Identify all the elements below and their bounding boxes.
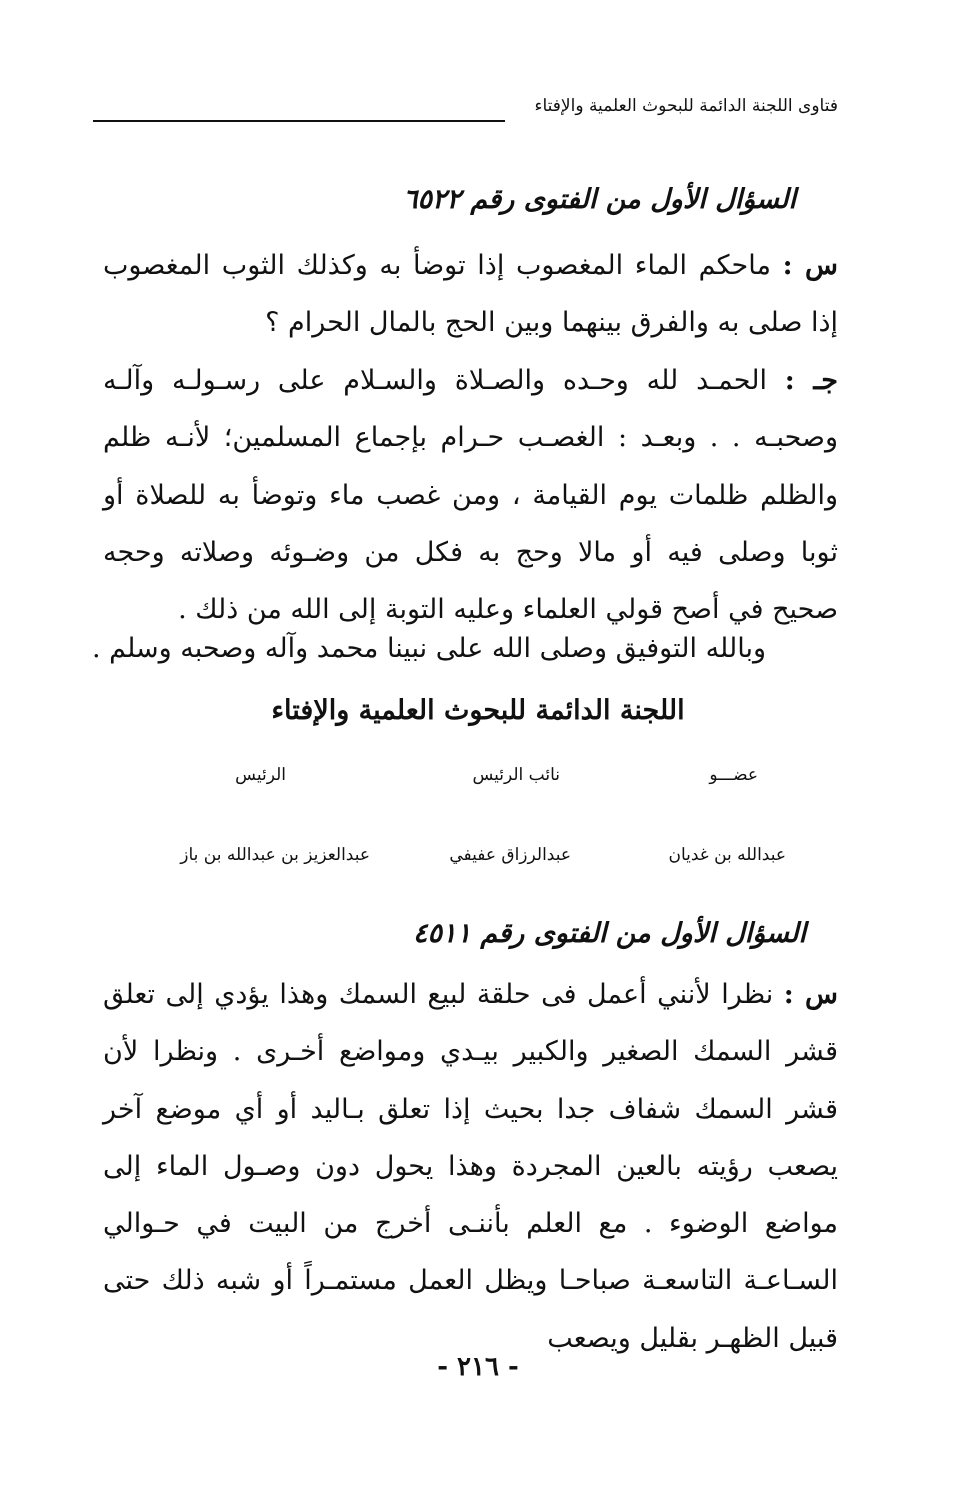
fatwa-2-heading: السؤال الأول من الفتوى رقم ٤٥١١	[413, 918, 806, 949]
page-number: - ٢١٦ -	[437, 1352, 519, 1382]
role-member: عضـــو	[709, 765, 758, 785]
question-label: س :	[783, 979, 839, 1010]
member-president: عبدالعزيز بن عبدالله بن باز	[180, 845, 370, 865]
answer-label: جـ :	[784, 365, 838, 396]
fatwa-1-heading: السؤال الأول من الفتوى رقم ٦٥٢٢	[403, 184, 796, 215]
question-text: نظرا لأنني أعمل فى حلقة لبيع السمك وهذا يؤدي إلى تعلق قشر السمك الصغير والكبير بيـدي ومواضع أخـرى . ونظرا لأن قشر السمك شفاف جدا بحيث إذا تعلق بـاليد أو أي موضع آخر يصعب رؤيته بالعين المجردة وهذا يحول دون وصـول الماء إلى مواضع الوضوء . مع العلم بأننـى أخرج من البيت في حـوالي السـاعـة التاسعـة صباحـا ويظل العمل مستمـراً أو شبه ذلك حتى قبيل الظهـر بقليل ويصعب	[103, 979, 838, 1354]
question-text: ماحكم الماء المغصوب إذا توضأ به وكذلك الثوب المغصوب إذا صلى به والفرق بينهما وبين الحج بالمال الحرام ؟	[103, 250, 838, 339]
role-vice-president: نائب الرئيس	[472, 765, 560, 785]
question-label: س :	[782, 250, 838, 281]
role-president: الرئيس	[235, 765, 286, 785]
fatwa-1-question	[103, 237, 838, 352]
fatwa-1-answer	[103, 352, 838, 638]
answer-text: الحمـد لله وحـده والصـلاة والسـلام على رسـولـه وآلـه وصحبـه . . وبعـد : الغصـب حـرام بإجماع المسلمين؛ لأنـه ظلم والظلم ظلمات يوم القيامة ، ومن غصب ماء وتوضأ به للصلاة أو ثوبا وصلى فيه أو مالا وحج به فكل من وضـوئه وصلاته وحجه صحيح في أصح قولي العلماء وعليه التوبة إلى الله من ذلك .	[103, 365, 838, 626]
closing-prayer: وبالله التوفيق وصلى الله على نبينا محمد وآله وصحبه وسلم .	[91, 633, 766, 664]
fatwa-2-question	[103, 966, 838, 1367]
member-member: عبدالله بن غديان	[668, 845, 786, 865]
committee-name: اللجنة الدائمة للبحوث العلمية والإفتاء	[271, 695, 685, 726]
header-rule	[93, 120, 505, 122]
member-vice-president: عبدالرزاق عفيفي	[449, 845, 571, 865]
running-header-title: فتاوى اللجنة الدائمة للبحوث العلمية والإفتاء	[534, 96, 838, 116]
